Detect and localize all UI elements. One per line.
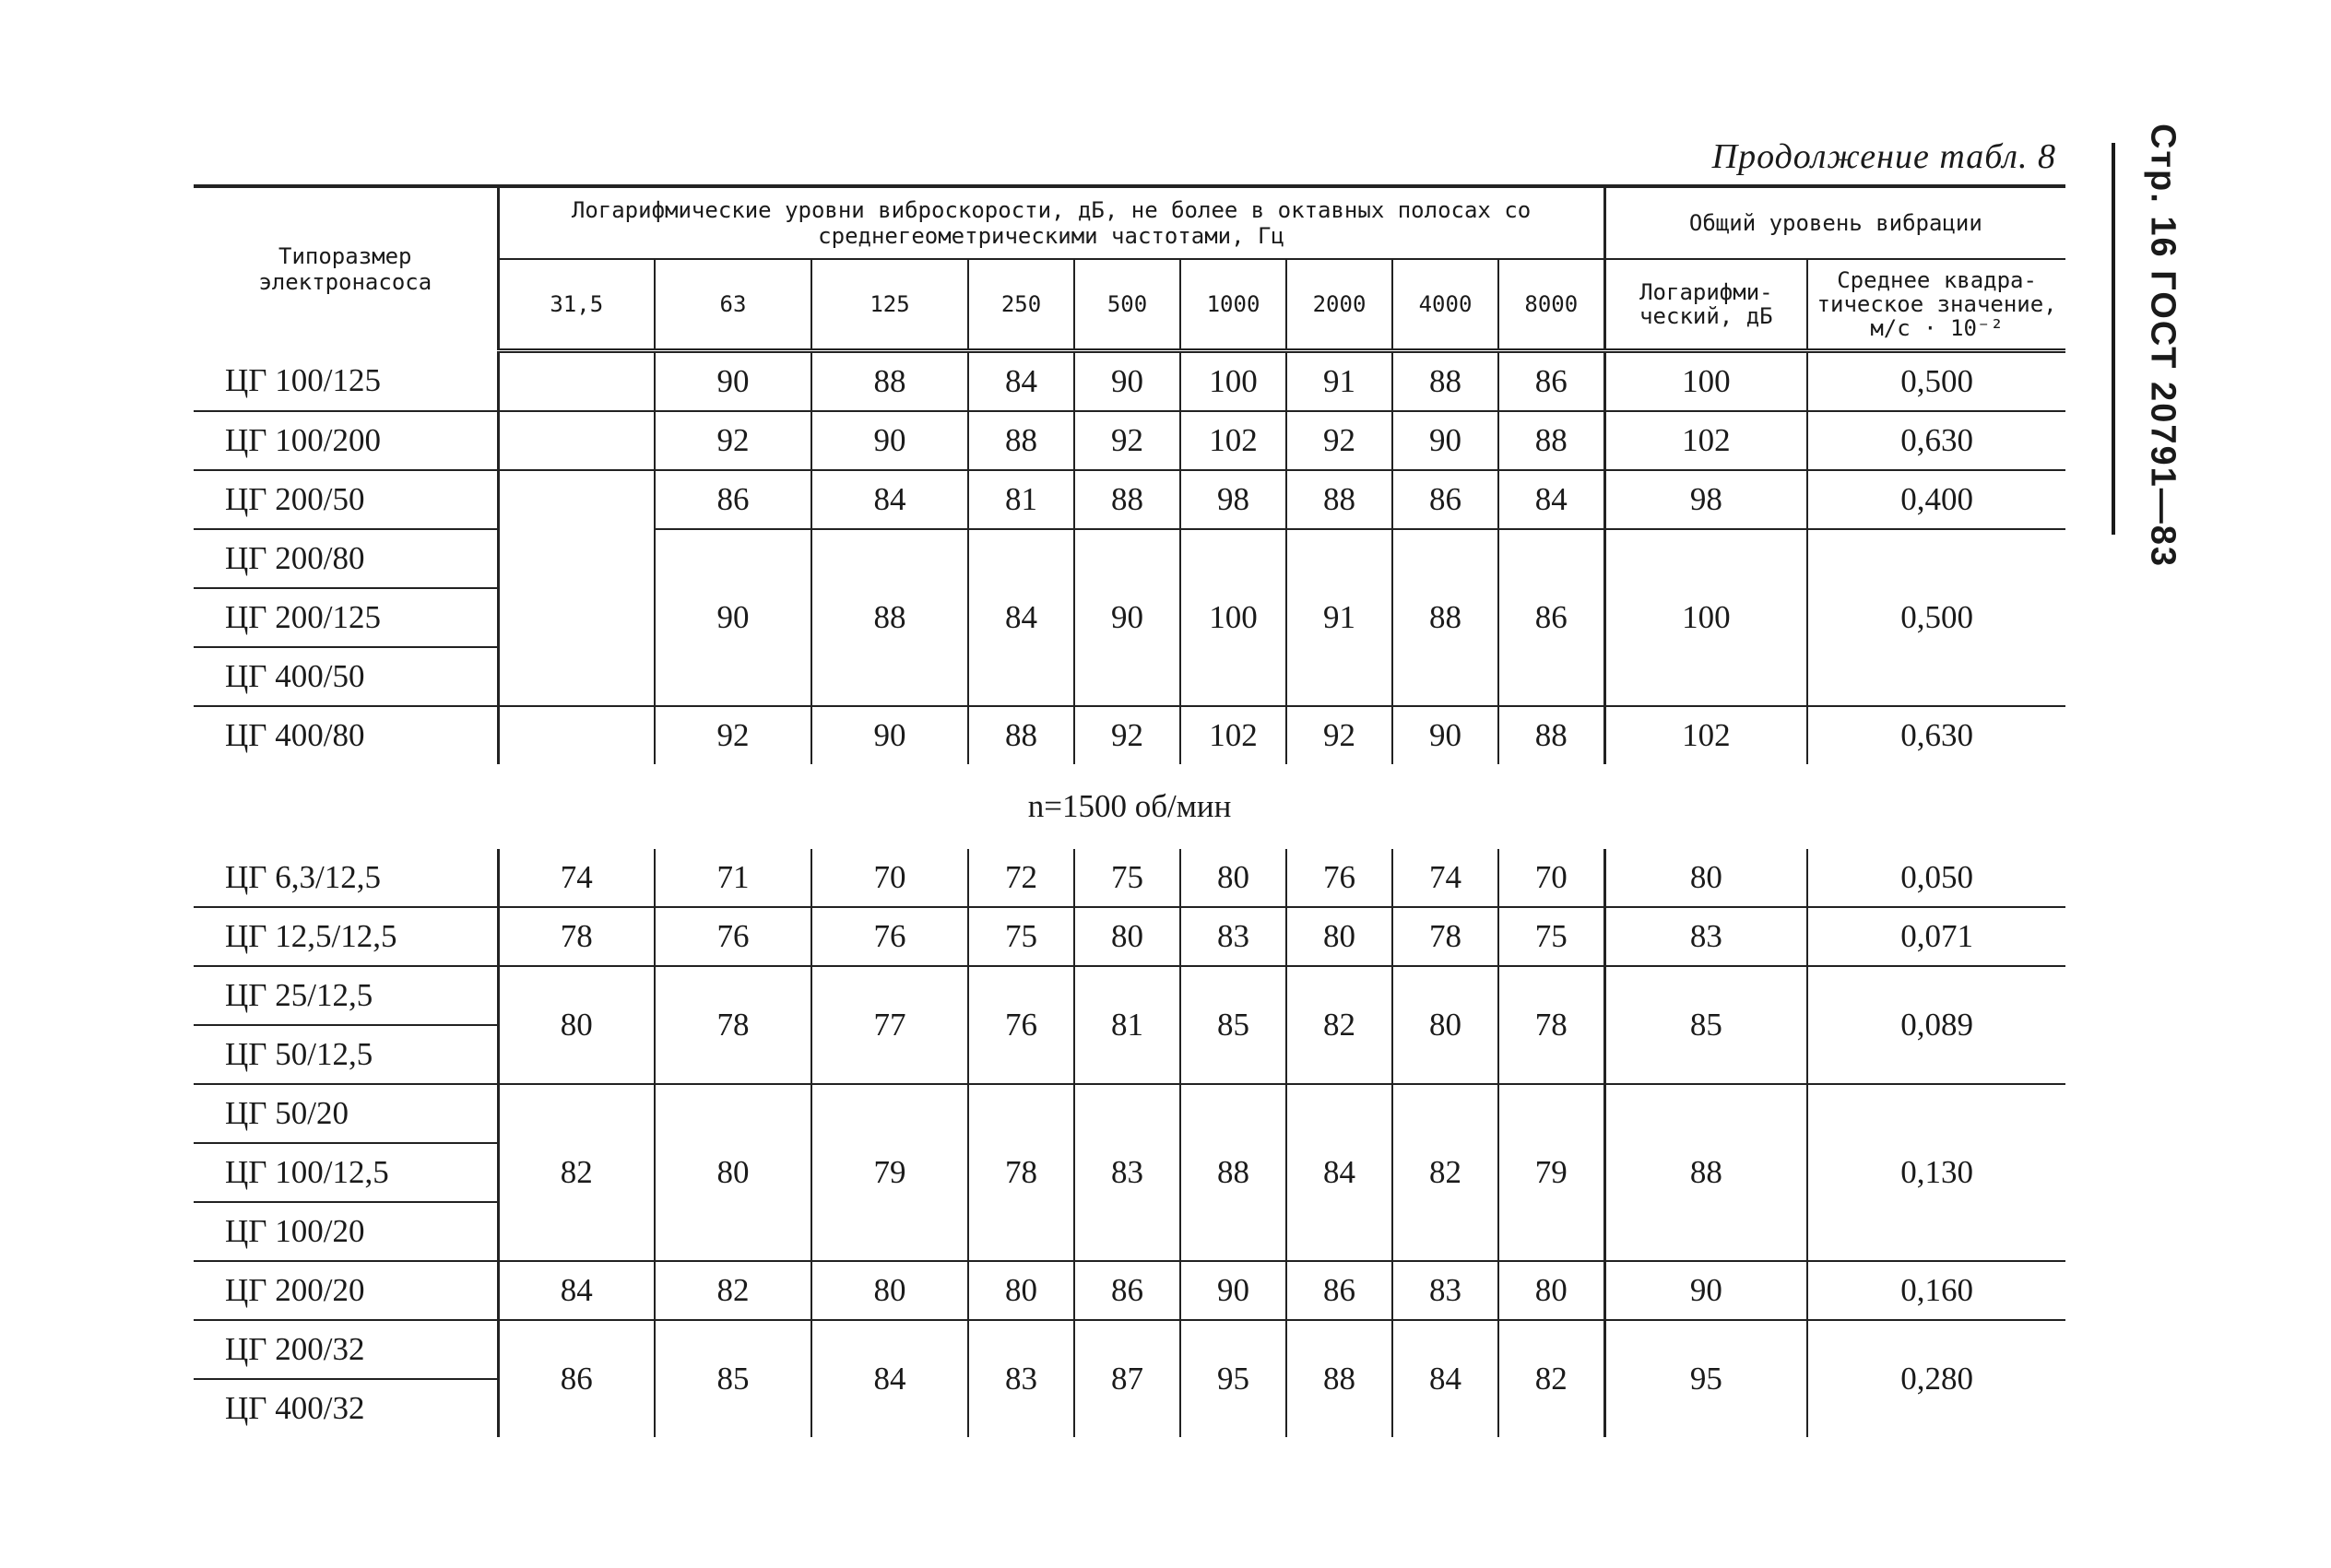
level-cell: 91 (1286, 351, 1392, 412)
level-cell: 80 (1074, 907, 1180, 966)
table-row (194, 907, 2065, 966)
header-rms: Среднее квадра-тическое значение, м/с · 10⁻² (1807, 259, 2065, 351)
level-cell: 83 (1074, 1084, 1180, 1261)
pump-type: ЦГ 100/20 (194, 1202, 498, 1261)
overall-log-cell: 102 (1604, 706, 1807, 764)
level-cell: 90 (1074, 351, 1180, 412)
level-cell: 84 (811, 1320, 968, 1437)
table-continuation-caption: Продолжение табл. 8 (1711, 137, 2056, 176)
level-cell: 90 (655, 529, 811, 706)
header-freq: 250 (968, 259, 1074, 351)
table-row (194, 411, 2065, 470)
level-cell: 82 (655, 1261, 811, 1320)
level-cell: 88 (1498, 706, 1604, 764)
overall-rms-cell: 0,630 (1900, 717, 1973, 753)
pump-type: ЦГ 6,3/12,5 (194, 849, 498, 907)
level-cell: 88 (1074, 470, 1180, 529)
level-cell: 88 (1286, 470, 1392, 529)
level-cell: 84 (498, 1261, 655, 1320)
overall-log-cell: 95 (1604, 1320, 1807, 1437)
level-cell: 74 (1392, 849, 1498, 907)
level-cell: 80 (1180, 849, 1286, 907)
level-cell: 90 (655, 351, 811, 412)
level-cell: 80 (1498, 1261, 1604, 1320)
table-row (194, 351, 2065, 412)
level-cell: 80 (655, 1084, 811, 1261)
pump-type: ЦГ 200/125 (194, 588, 498, 647)
table-row (194, 529, 2065, 588)
speed-row (194, 764, 2065, 849)
pump-type: ЦГ 200/32 (194, 1320, 498, 1379)
level-cell: 92 (1074, 706, 1180, 764)
level-cell: 78 (655, 966, 811, 1084)
level-cell: 70 (1498, 849, 1604, 907)
level-cell: 86 (1074, 1261, 1180, 1320)
level-cell: 82 (1392, 1084, 1498, 1261)
level-cell: 76 (968, 966, 1074, 1084)
table-row (194, 1261, 2065, 1320)
overall-log-cell: 102 (1604, 411, 1807, 470)
level-cell: 95 (1180, 1320, 1286, 1437)
level-cell: 82 (498, 1084, 655, 1261)
level-cell: 92 (1286, 706, 1392, 764)
level-cell: 100 (1180, 351, 1286, 412)
level-cell: 88 (1180, 1084, 1286, 1261)
header-type: Типоразмер электронасоса (194, 186, 498, 351)
overall-rms-cell: 0,500 (1807, 351, 2065, 412)
vibration-table (194, 184, 2065, 1437)
pump-type: ЦГ 200/20 (194, 1261, 498, 1320)
header-freq: 500 (1074, 259, 1180, 351)
table-row (194, 1320, 2065, 1379)
level-cell: 79 (811, 1084, 968, 1261)
header-overall-group: Общий уровень вибрации (1604, 186, 2065, 259)
overall-rms-cell: 0,071 (1807, 907, 2065, 966)
level-cell: 82 (1286, 966, 1392, 1084)
pump-type: ЦГ 100/125 (194, 351, 498, 412)
level-cell: 88 (968, 411, 1074, 470)
level-cell: 84 (968, 529, 1074, 706)
level-cell (498, 411, 655, 470)
level-cell: 92 (1286, 411, 1392, 470)
level-cell: 80 (1392, 966, 1498, 1084)
overall-log-cell: 90 (1604, 1261, 1807, 1320)
level-cell (498, 470, 655, 529)
pump-type: ЦГ 100/12,5 (194, 1143, 498, 1202)
level-cell: 86 (1498, 529, 1604, 706)
level-cell: 71 (655, 849, 811, 907)
header-levels-group: Логарифмические уровни виброскорости, дБ, не более в октавных полосах со среднегеометрическими частотами, Гц (498, 186, 1604, 259)
level-cell: 83 (1180, 907, 1286, 966)
level-cell: 90 (811, 411, 968, 470)
table-row (194, 849, 2065, 907)
level-cell: 88 (1392, 529, 1498, 706)
level-cell: 90 (1074, 529, 1180, 706)
table-row (194, 1084, 2065, 1143)
level-cell: 78 (498, 907, 655, 966)
level-cell: 90 (1392, 706, 1498, 764)
level-cell: 82 (1498, 1320, 1604, 1437)
pump-type: ЦГ 400/50 (194, 647, 498, 706)
overall-rms-cell: 0,280 (1900, 1361, 1973, 1397)
level-cell: 80 (968, 1261, 1074, 1320)
page-number-standard: Стр. 16 ГОСТ 20791—83 (2143, 123, 2183, 569)
table-row (194, 706, 2065, 764)
level-cell: 88 (1286, 1320, 1392, 1437)
header-freq: 63 (655, 259, 811, 351)
level-cell: 75 (1498, 907, 1604, 966)
level-cell: 86 (655, 470, 811, 529)
level-cell: 88 (968, 706, 1074, 764)
header-freq: 125 (811, 259, 968, 351)
level-cell: 88 (1498, 411, 1604, 470)
level-cell: 84 (1498, 470, 1604, 529)
pump-type: ЦГ 400/80 (194, 706, 498, 764)
level-cell: 98 (1180, 470, 1286, 529)
level-cell (498, 351, 655, 412)
level-cell: 87 (1074, 1320, 1180, 1437)
overall-log-cell: 85 (1604, 966, 1807, 1084)
level-cell: 81 (968, 470, 1074, 529)
level-cell: 86 (1286, 1261, 1392, 1320)
level-cell: 85 (655, 1320, 811, 1437)
overall-log-cell: 100 (1604, 529, 1807, 706)
header-freq: 4000 (1392, 259, 1498, 351)
pump-type: ЦГ 200/50 (194, 470, 498, 529)
level-cell: 92 (655, 411, 811, 470)
level-cell: 90 (1180, 1261, 1286, 1320)
level-cell: 84 (1286, 1084, 1392, 1261)
level-cell: 102 (1180, 706, 1286, 764)
level-cell: 88 (1392, 351, 1498, 412)
level-cell: 86 (1392, 470, 1498, 529)
level-cell: 88 (811, 351, 968, 412)
level-cell: 78 (968, 1084, 1074, 1261)
level-cell: 78 (1498, 966, 1604, 1084)
level-cell: 76 (655, 907, 811, 966)
level-cell: 92 (1074, 411, 1180, 470)
level-cell: 80 (811, 1261, 968, 1320)
level-cell: 70 (811, 849, 968, 907)
level-cell: 78 (1392, 907, 1498, 966)
level-cell: 81 (1074, 966, 1180, 1084)
pump-type: ЦГ 400/32 (194, 1379, 498, 1437)
overall-log-cell: 88 (1604, 1084, 1807, 1261)
side-rule (2112, 143, 2115, 535)
pump-type: ЦГ 50/20 (194, 1084, 498, 1143)
level-cell: 72 (968, 849, 1074, 907)
level-cell: 92 (655, 706, 811, 764)
level-cell: 75 (968, 907, 1074, 966)
pump-type: ЦГ 100/200 (194, 411, 498, 470)
level-cell: 77 (811, 966, 968, 1084)
header-freq: 1000 (1180, 259, 1286, 351)
level-cell: 100 (1180, 529, 1286, 706)
level-cell: 86 (1498, 351, 1604, 412)
page-side-label (2139, 123, 2185, 569)
pump-type: ЦГ 50/12,5 (194, 1025, 498, 1084)
level-cell (498, 706, 655, 764)
overall-rms-cell: 0,130 (1807, 1084, 2065, 1261)
pump-type: ЦГ 25/12,5 (194, 966, 498, 1025)
overall-log-cell: 80 (1604, 849, 1807, 907)
overall-log-cell: 83 (1604, 907, 1807, 966)
pump-type: ЦГ 200/80 (194, 529, 498, 588)
level-cell: 84 (968, 351, 1074, 412)
overall-rms-cell: 0,160 (1807, 1261, 2065, 1320)
level-cell (498, 529, 655, 706)
level-cell: 86 (498, 1320, 655, 1437)
overall-rms-cell: 0,050 (1807, 849, 2065, 907)
level-cell: 88 (811, 529, 968, 706)
level-cell: 80 (498, 966, 655, 1084)
rotation-speed-label: n=1500 об/мин (1027, 788, 1232, 824)
overall-rms-cell: 0,630 (1807, 411, 2065, 470)
level-cell: 85 (1180, 966, 1286, 1084)
level-cell: 83 (968, 1320, 1074, 1437)
table-row (194, 966, 2065, 1025)
header-freq: 2000 (1286, 259, 1392, 351)
level-cell: 102 (1180, 411, 1286, 470)
level-cell: 80 (1286, 907, 1392, 966)
level-cell: 91 (1286, 529, 1392, 706)
level-cell: 74 (498, 849, 655, 907)
header-log-db: Логарифми-ческий, дБ (1604, 259, 1807, 351)
table-row (194, 470, 2065, 529)
level-cell: 90 (811, 706, 968, 764)
overall-rms-cell: 0,089 (1807, 966, 2065, 1084)
level-cell: 76 (811, 907, 968, 966)
level-cell: 79 (1498, 1084, 1604, 1261)
level-cell: 75 (1074, 849, 1180, 907)
level-cell: 76 (1286, 849, 1392, 907)
overall-log-cell: 98 (1604, 470, 1807, 529)
overall-rms-cell: 0,500 (1807, 529, 2065, 706)
overall-log-cell: 100 (1604, 351, 1807, 412)
level-cell: 84 (1392, 1320, 1498, 1437)
overall-rms-cell: 0,400 (1807, 470, 2065, 529)
level-cell: 90 (1392, 411, 1498, 470)
pump-type: ЦГ 12,5/12,5 (194, 907, 498, 966)
header-freq: 31,5 (498, 259, 655, 351)
level-cell: 84 (811, 470, 968, 529)
level-cell: 83 (1392, 1261, 1498, 1320)
header-freq: 8000 (1498, 259, 1604, 351)
